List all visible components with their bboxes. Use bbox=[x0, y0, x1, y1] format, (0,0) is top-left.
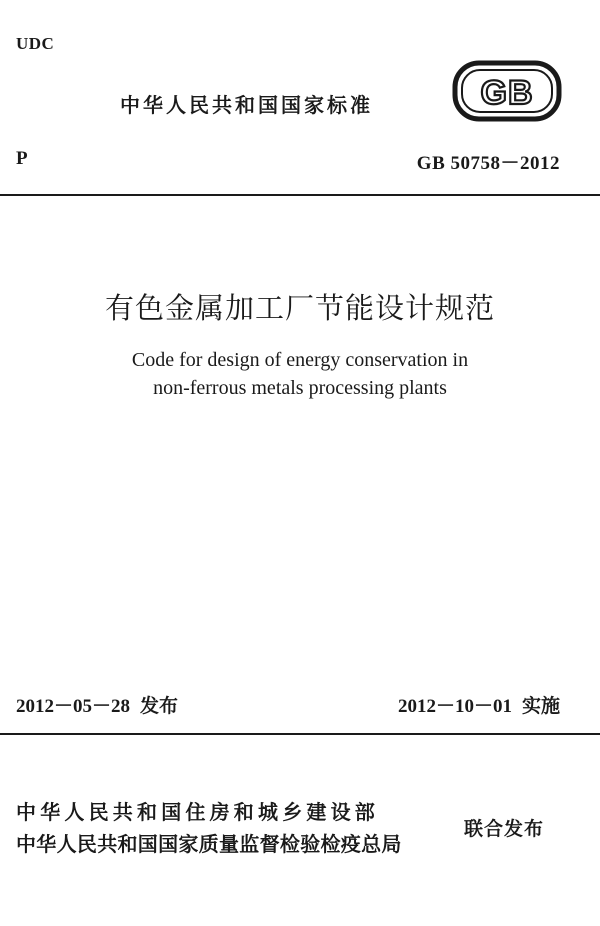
joint-issue-label: 联合发布 bbox=[464, 818, 545, 840]
classification-code: P bbox=[16, 148, 28, 169]
issuer-ministry-housing: 中华人民共和国住房和城乡建设部 bbox=[16, 800, 379, 824]
implementation-date: 2012－10－01 bbox=[397, 696, 512, 717]
implementation-date-block bbox=[398, 691, 560, 718]
issuing-authorities bbox=[16, 796, 402, 860]
issue-date-block bbox=[16, 691, 178, 718]
gb-logo-text: GB bbox=[480, 74, 534, 112]
english-title-line-2: non-ferrous metals processing plants bbox=[153, 377, 447, 399]
top-divider bbox=[0, 194, 600, 196]
chinese-title: 有色金属加工厂节能设计规范 bbox=[104, 291, 495, 325]
standard-category: 中华人民共和国国家标准 bbox=[120, 93, 373, 117]
udc-label: UDC bbox=[16, 34, 55, 53]
standard-number: GB 50758－2012 bbox=[416, 153, 560, 174]
issuer-aqsiq: 中华人民共和国国家质量监督检验检疫总局 bbox=[16, 832, 402, 856]
english-title bbox=[0, 346, 600, 402]
bottom-divider bbox=[0, 733, 600, 735]
english-title-line-1: Code for design of energy conservation in bbox=[131, 349, 469, 371]
implementation-label: 实施 bbox=[521, 695, 560, 717]
gb-logo bbox=[452, 60, 562, 122]
issue-date: 2012－05－28 bbox=[16, 696, 131, 717]
issue-label: 发布 bbox=[140, 695, 179, 717]
